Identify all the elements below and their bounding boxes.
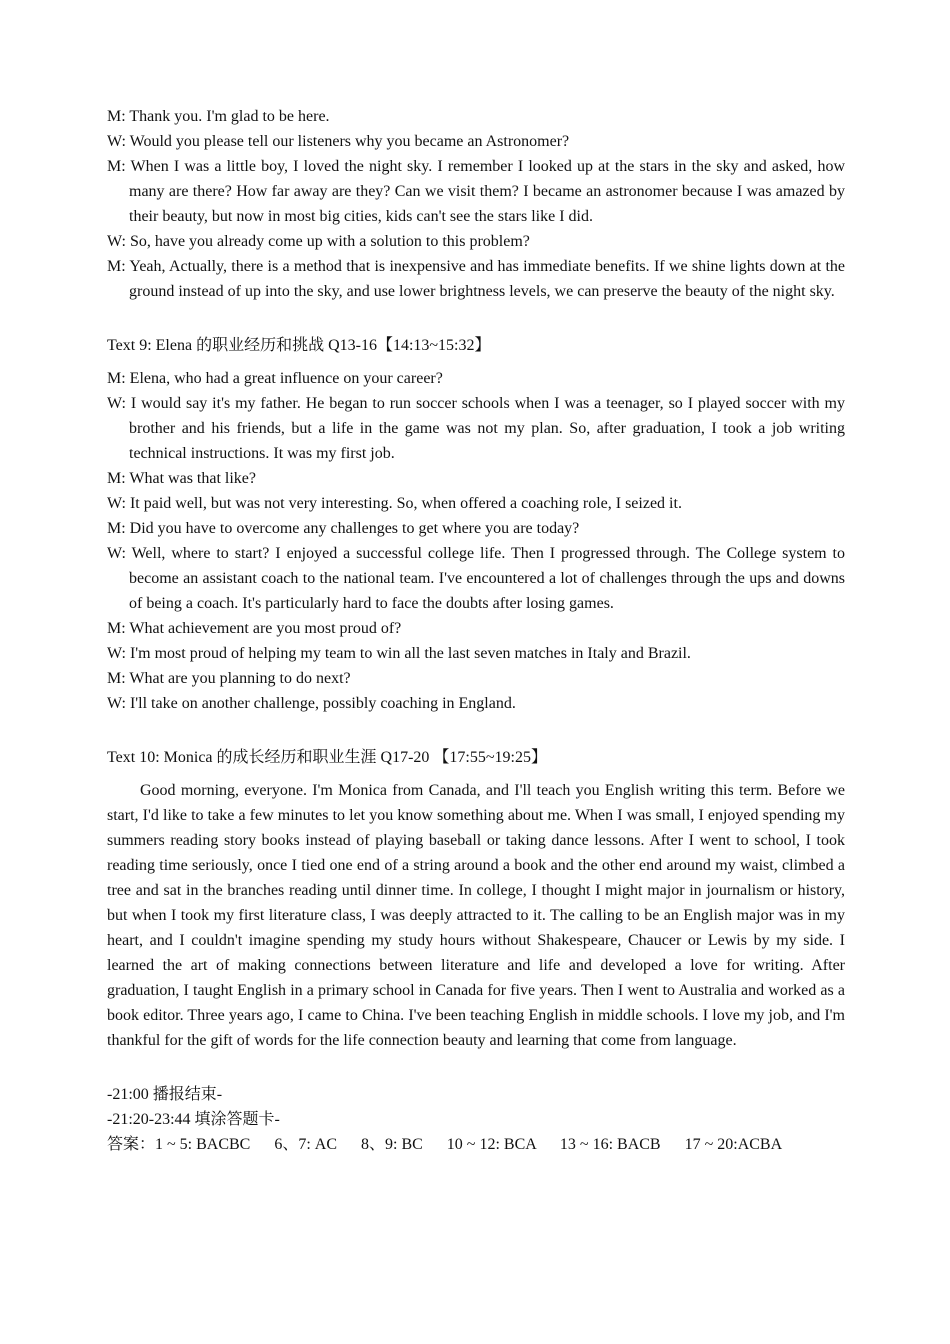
dialogue-line: W: I would say it's my father. He began to run soccer schools when I was a teenager, so I played soccer with my brother and his friends, but a life in the game was not my plan. So, after graduation, I took a job writing technical instructions. It was my first job.	[107, 395, 845, 462]
dialogue-line: W: I'll take on another challenge, possibly coaching in England.	[107, 695, 516, 712]
dialogue-line: W: Well, where to start? I enjoyed a successful college life. Then I progressed through. The College system to become an assistant coach to the national team. I've encountered a lot of challenges through the ups and downs of being a coach. It's particularly hard to face the doubts after losing games.	[107, 545, 845, 612]
dialogue-line: M: Did you have to overcome any challenges to get where you are today?	[107, 520, 580, 537]
text10-paragraph: Good morning, everyone. I'm Monica from Canada, and I'll teach you English writing this term. Before we start, I'd like to take a few minutes to let you know something about me. When I was small, I enjoyed spending my summers reading story books instead of playing baseball or taking dance lessons. After I went to school, I took reading time seriously, once I tied one end of a string around a book and the other end around my waist, climbed a tree and sat in the branches reading until dinner time. In college, I thought I might major in journalism or history, but when I took my first literature class, I was deeply attracted to it. The calling to be an English major was in my heart, and I couldn't imagine spending my study hours without Shakespeare, Chaucer or Lewis by my side. I learned the art of making connections between literature and life and developed a love for writing. After graduation, I taught English in a primary school in Canada for five years. Then I went to Australia and worked as a book editor. Three years ago, I came to China. I've been teaching English in middle schools. I love my job, and I'm thankful for the gift of words for the life connection beauty and learning that come from language.	[107, 782, 845, 1049]
answer-key: 答案：1 ~ 5: BACBC 6、7: AC 8、9: BC 10 ~ 12: BCA 13 ~ 16: BACB 17 ~ 20:ACBA	[107, 1136, 783, 1153]
dialogue-line: W: Would you please tell our listeners why you became an Astronomer?	[107, 133, 570, 150]
text9-heading: Text 9: Elena 的职业经历和挑战 Q13-16【14:13~15:32】	[107, 337, 491, 354]
document-page	[107, 104, 845, 1157]
text10-heading: Text 10: Monica 的成长经历和职业生涯 Q17-20 【17:55~19:25】	[107, 749, 547, 766]
fill-card-note: -21:20-23:44 填涂答题卡-	[107, 1111, 280, 1128]
dialogue-line: M: What achievement are you most proud of?	[107, 620, 402, 637]
dialogue-line: W: I'm most proud of helping my team to win all the last seven matches in Italy and Brazil.	[107, 645, 691, 662]
text8-dialogue	[107, 104, 845, 304]
end-broadcast-note: -21:00 播报结束-	[107, 1086, 223, 1103]
dialogue-line: M: Yeah, Actually, there is a method that is inexpensive and has immediate benefits. If we shine lights down at the ground instead of up into the sky, and use lower brightness levels, we can preserve the beauty of the night sky.	[107, 258, 845, 300]
dialogue-line: M: When I was a little boy, I loved the night sky. I remember I looked up at the stars in the sky and asked, how many are there? How far away are they? Can we visit them? I became an astronomer because I was amazed by their beauty, but now in most big cities, kids can't see the stars like I did.	[107, 158, 845, 225]
dialogue-line: W: It paid well, but was not very interesting. So, when offered a coaching role, I seized it.	[107, 495, 682, 512]
dialogue-line: M: Elena, who had a great influence on your career?	[107, 370, 443, 387]
dialogue-line: W: So, have you already come up with a solution to this problem?	[107, 233, 530, 250]
text9-dialogue	[107, 366, 845, 716]
dialogue-line: M: What was that like?	[107, 470, 256, 487]
dialogue-line: M: What are you planning to do next?	[107, 670, 351, 687]
dialogue-line: M: Thank you. I'm glad to be here.	[107, 108, 330, 125]
